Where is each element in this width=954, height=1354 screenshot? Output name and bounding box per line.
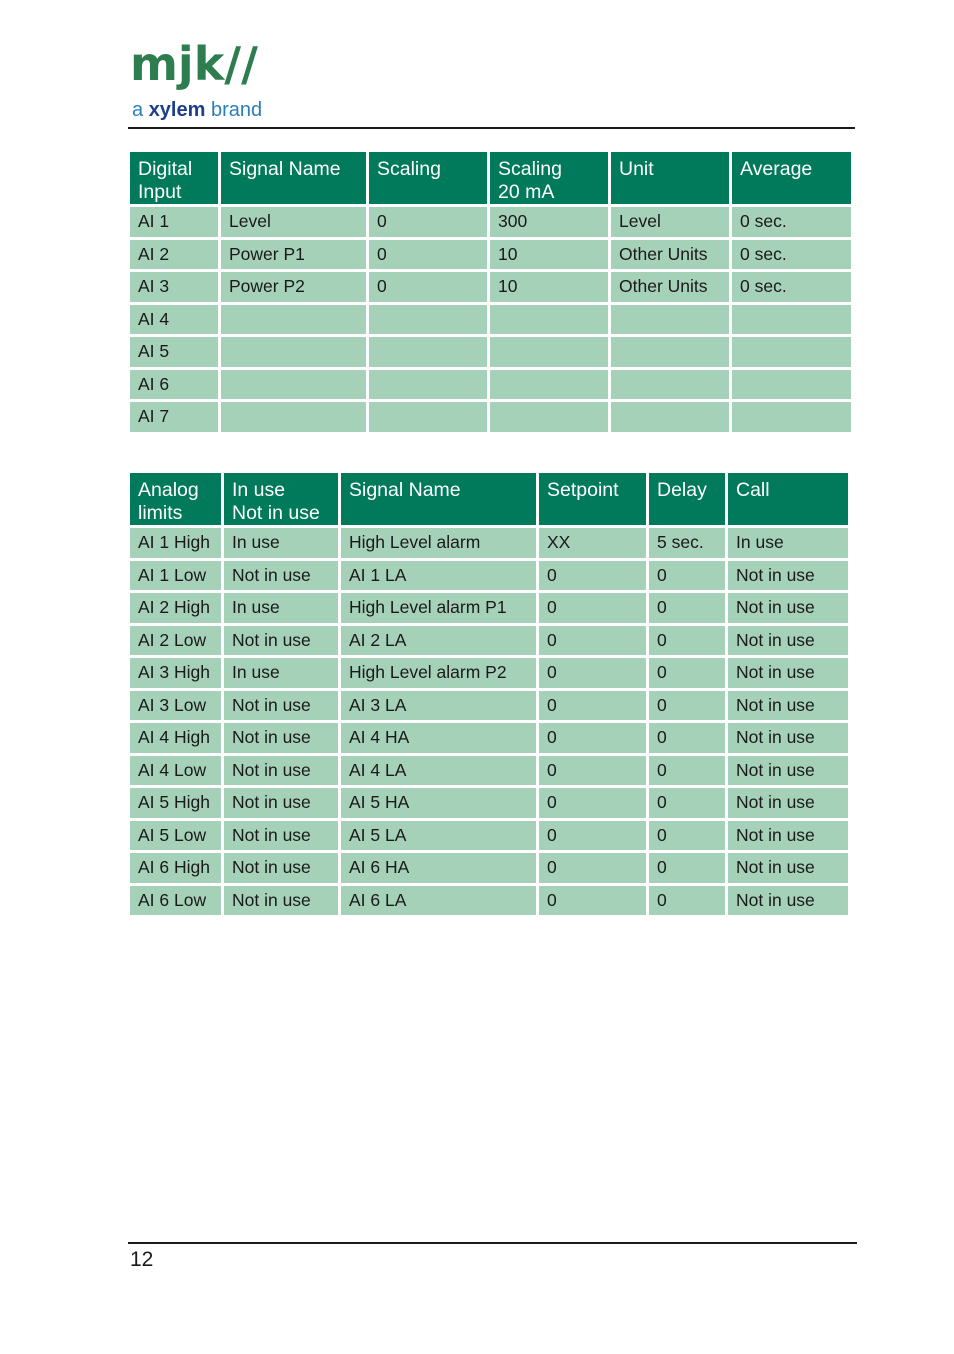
table-cell: AI 1 Low (130, 561, 221, 591)
table-row (130, 756, 848, 786)
table-cell: Other Units (611, 272, 729, 302)
table-cell (221, 402, 366, 432)
table-cell (611, 402, 729, 432)
column-header: Average (732, 152, 851, 204)
table-cell: AI 2 LA (341, 626, 536, 656)
table-cell: Not in use (728, 626, 848, 656)
table-cell: High Level alarm (341, 528, 536, 558)
table-cell: Not in use (224, 691, 338, 721)
table-cell (732, 402, 851, 432)
table-cell: 0 (539, 691, 646, 721)
table-row (130, 821, 848, 851)
table-cell: Not in use (224, 853, 338, 883)
table-cell: AI 6 High (130, 853, 221, 883)
table-cell: 0 (369, 272, 487, 302)
mjk-logo-icon (130, 38, 295, 98)
table-cell: AI 5 Low (130, 821, 221, 851)
table-cell: Not in use (728, 788, 848, 818)
table-cell: Not in use (224, 756, 338, 786)
table-cell: Not in use (728, 756, 848, 786)
tagline-prefix: a (132, 99, 149, 121)
table-cell: Not in use (224, 561, 338, 591)
table-cell: AI 1 (130, 207, 218, 237)
brand-logo (130, 38, 310, 126)
table-cell: Not in use (728, 723, 848, 753)
table-cell: Not in use (728, 691, 848, 721)
column-header: Analog limits (130, 473, 221, 525)
table-cell: 10 (490, 240, 608, 270)
table-cell: 0 (539, 756, 646, 786)
table-cell: AI 5 (130, 337, 218, 367)
table-row (130, 402, 851, 432)
table-row (130, 528, 848, 558)
column-header: Digital Input (130, 152, 218, 204)
table-row (130, 853, 848, 883)
table-cell (369, 370, 487, 400)
table-cell: 0 (539, 886, 646, 916)
table-cell: AI 3 High (130, 658, 221, 688)
table-cell: Power P1 (221, 240, 366, 270)
table-cell: AI 6 LA (341, 886, 536, 916)
table-cell: 0 (539, 561, 646, 591)
table-row (130, 593, 848, 623)
column-header: Scaling 20 mA (490, 152, 608, 204)
table-cell: 0 (649, 853, 725, 883)
header-divider (128, 127, 855, 129)
table-cell: Not in use (728, 821, 848, 851)
table-cell: 0 (539, 723, 646, 753)
table-cell (369, 305, 487, 335)
digital-input-table (127, 149, 854, 435)
table-cell: AI 5 LA (341, 821, 536, 851)
page-number: 12 (130, 1248, 154, 1271)
table-cell: AI 7 (130, 402, 218, 432)
table-cell: AI 1 LA (341, 561, 536, 591)
table-cell: Not in use (728, 853, 848, 883)
table-cell: Not in use (728, 561, 848, 591)
table-cell: 0 (539, 593, 646, 623)
table-cell: 0 (539, 626, 646, 656)
table-cell (490, 370, 608, 400)
table-cell: Power P2 (221, 272, 366, 302)
table-row (130, 886, 848, 916)
table-cell: High Level alarm P1 (341, 593, 536, 623)
table-cell: 300 (490, 207, 608, 237)
table-cell: 10 (490, 272, 608, 302)
table-cell: 0 (649, 788, 725, 818)
table-row (130, 370, 851, 400)
table-cell: AI 2 (130, 240, 218, 270)
table-cell: 0 (649, 756, 725, 786)
table-cell: 0 (649, 886, 725, 916)
table-row (130, 305, 851, 335)
table-cell: 0 (539, 788, 646, 818)
table-cell: 0 sec. (732, 272, 851, 302)
table-cell: Level (611, 207, 729, 237)
table-cell: AI 1 High (130, 528, 221, 558)
table-cell: 0 sec. (732, 207, 851, 237)
table-cell: 0 sec. (732, 240, 851, 270)
table-cell (369, 402, 487, 432)
table-cell (221, 305, 366, 335)
table-row (130, 658, 848, 688)
table-cell (732, 370, 851, 400)
table-cell: 0 (649, 561, 725, 591)
table-cell (611, 337, 729, 367)
table-cell (611, 305, 729, 335)
table-cell (369, 337, 487, 367)
table-cell: Not in use (224, 886, 338, 916)
table-row (130, 561, 848, 591)
table-cell: In use (224, 528, 338, 558)
table-cell: 0 (539, 821, 646, 851)
tagline-brand: xylem (148, 99, 206, 121)
table-cell: 0 (649, 626, 725, 656)
table-cell: AI 4 HA (341, 723, 536, 753)
table-cell: Not in use (728, 593, 848, 623)
table-cell: 0 (369, 207, 487, 237)
table-cell: AI 4 High (130, 723, 221, 753)
table-cell (221, 337, 366, 367)
table-cell (490, 402, 608, 432)
table-cell: Other Units (611, 240, 729, 270)
table-cell: 0 (539, 658, 646, 688)
table-row (130, 240, 851, 270)
table-cell (221, 370, 366, 400)
table-cell: Not in use (224, 626, 338, 656)
table-cell: 0 (649, 821, 725, 851)
table-cell: Not in use (728, 658, 848, 688)
table-row (130, 337, 851, 367)
table-row (130, 691, 848, 721)
table-cell (611, 370, 729, 400)
table-cell (490, 337, 608, 367)
table-row (130, 788, 848, 818)
column-header: In use Not in use (224, 473, 338, 525)
table-cell: AI 5 High (130, 788, 221, 818)
column-header: Call (728, 473, 848, 525)
column-header: Delay (649, 473, 725, 525)
tagline-suffix: brand (205, 99, 263, 121)
table-cell: Level (221, 207, 366, 237)
column-header: Unit (611, 152, 729, 204)
table-cell: In use (728, 528, 848, 558)
table-row (130, 272, 851, 302)
table-cell: AI 6 Low (130, 886, 221, 916)
table-cell: 0 (649, 691, 725, 721)
table-cell: AI 2 Low (130, 626, 221, 656)
table-row (130, 723, 848, 753)
table-cell: High Level alarm P2 (341, 658, 536, 688)
table-cell: AI 4 Low (130, 756, 221, 786)
table-cell: In use (224, 658, 338, 688)
table-cell: AI 6 HA (341, 853, 536, 883)
column-header: Scaling (369, 152, 487, 204)
table-cell: XX (539, 528, 646, 558)
logo-wordmark: mjk// (130, 38, 258, 91)
analog-limits-table (127, 470, 851, 918)
table-cell: 0 (649, 658, 725, 688)
table-cell (732, 337, 851, 367)
table-cell: 0 (649, 593, 725, 623)
table-row (130, 626, 848, 656)
table-cell: 0 (369, 240, 487, 270)
table-cell: AI 3 (130, 272, 218, 302)
table-row (130, 207, 851, 237)
table-cell: In use (224, 593, 338, 623)
table-cell: 0 (649, 723, 725, 753)
table-cell: Not in use (224, 788, 338, 818)
table-cell (732, 305, 851, 335)
table-cell: AI 4 (130, 305, 218, 335)
table-cell: 5 sec. (649, 528, 725, 558)
column-header: Signal Name (221, 152, 366, 204)
table-cell: AI 6 (130, 370, 218, 400)
table-cell: AI 4 LA (341, 756, 536, 786)
table-cell (490, 305, 608, 335)
column-header: Signal Name (341, 473, 536, 525)
table-cell: AI 2 High (130, 593, 221, 623)
brand-tagline (132, 99, 262, 122)
table-cell: Not in use (224, 723, 338, 753)
table-cell: 0 (539, 853, 646, 883)
table-cell: AI 3 Low (130, 691, 221, 721)
column-header: Setpoint (539, 473, 646, 525)
table-cell: AI 5 HA (341, 788, 536, 818)
footer-divider (128, 1242, 857, 1244)
table-cell: AI 3 LA (341, 691, 536, 721)
table-cell: Not in use (224, 821, 338, 851)
table-cell: Not in use (728, 886, 848, 916)
